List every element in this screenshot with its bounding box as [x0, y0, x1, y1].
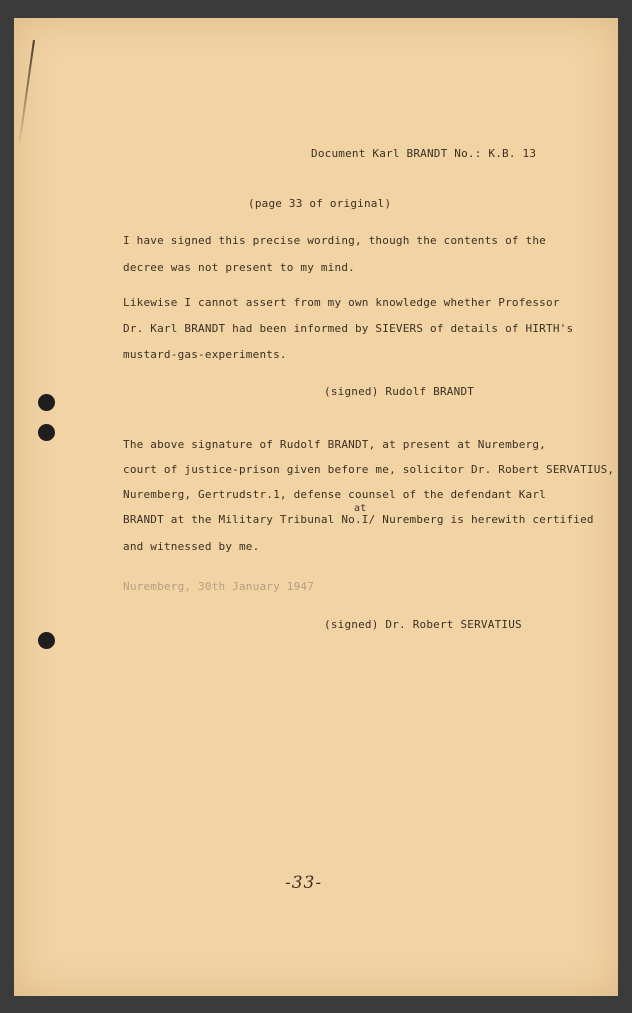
- signature-servatius: (signed) Dr. Robert SERVATIUS: [324, 618, 522, 631]
- paragraph-line: decree was not present to my mind.: [123, 261, 355, 274]
- punch-hole: [38, 394, 55, 411]
- certification-line: Nuremberg, Gertrudstr.1, defense counsel of the defendant Karl: [123, 488, 546, 501]
- punch-hole: [38, 632, 55, 649]
- punch-hole: [38, 424, 55, 441]
- paper-crease: [18, 40, 35, 149]
- certification-line: court of justice-prison given before me, solicitor Dr. Robert SERVATIUS,: [123, 463, 615, 476]
- date-place: Nuremberg, 30th January 1947: [123, 580, 315, 593]
- paragraph-line: mustard-gas-experiments.: [123, 348, 287, 361]
- certification-line: The above signature of Rudolf BRANDT, at present at Nuremberg,: [123, 438, 546, 451]
- certification-line: and witnessed by me.: [123, 540, 260, 553]
- document-page: [14, 18, 618, 996]
- handwritten-insertion: at: [354, 503, 367, 514]
- paragraph-line: Dr. Karl BRANDT had been informed by SIEVERS of details of HIRTH's: [123, 322, 574, 335]
- page-reference: (page 33 of original): [248, 197, 392, 210]
- paragraph-line: I have signed this precise wording, though the contents of the: [123, 234, 546, 247]
- signature-rudolf-brandt: (signed) Rudolf BRANDT: [324, 385, 475, 398]
- certification-line: BRANDT at the Military Tribunal No.I/ Nuremberg is herewith certified: [123, 513, 594, 526]
- paragraph-line: Likewise I cannot assert from my own knowledge whether Professor: [123, 296, 560, 309]
- page-number: -33-: [285, 873, 323, 893]
- document-reference: Document Karl BRANDT No.: K.B. 13: [311, 147, 537, 160]
